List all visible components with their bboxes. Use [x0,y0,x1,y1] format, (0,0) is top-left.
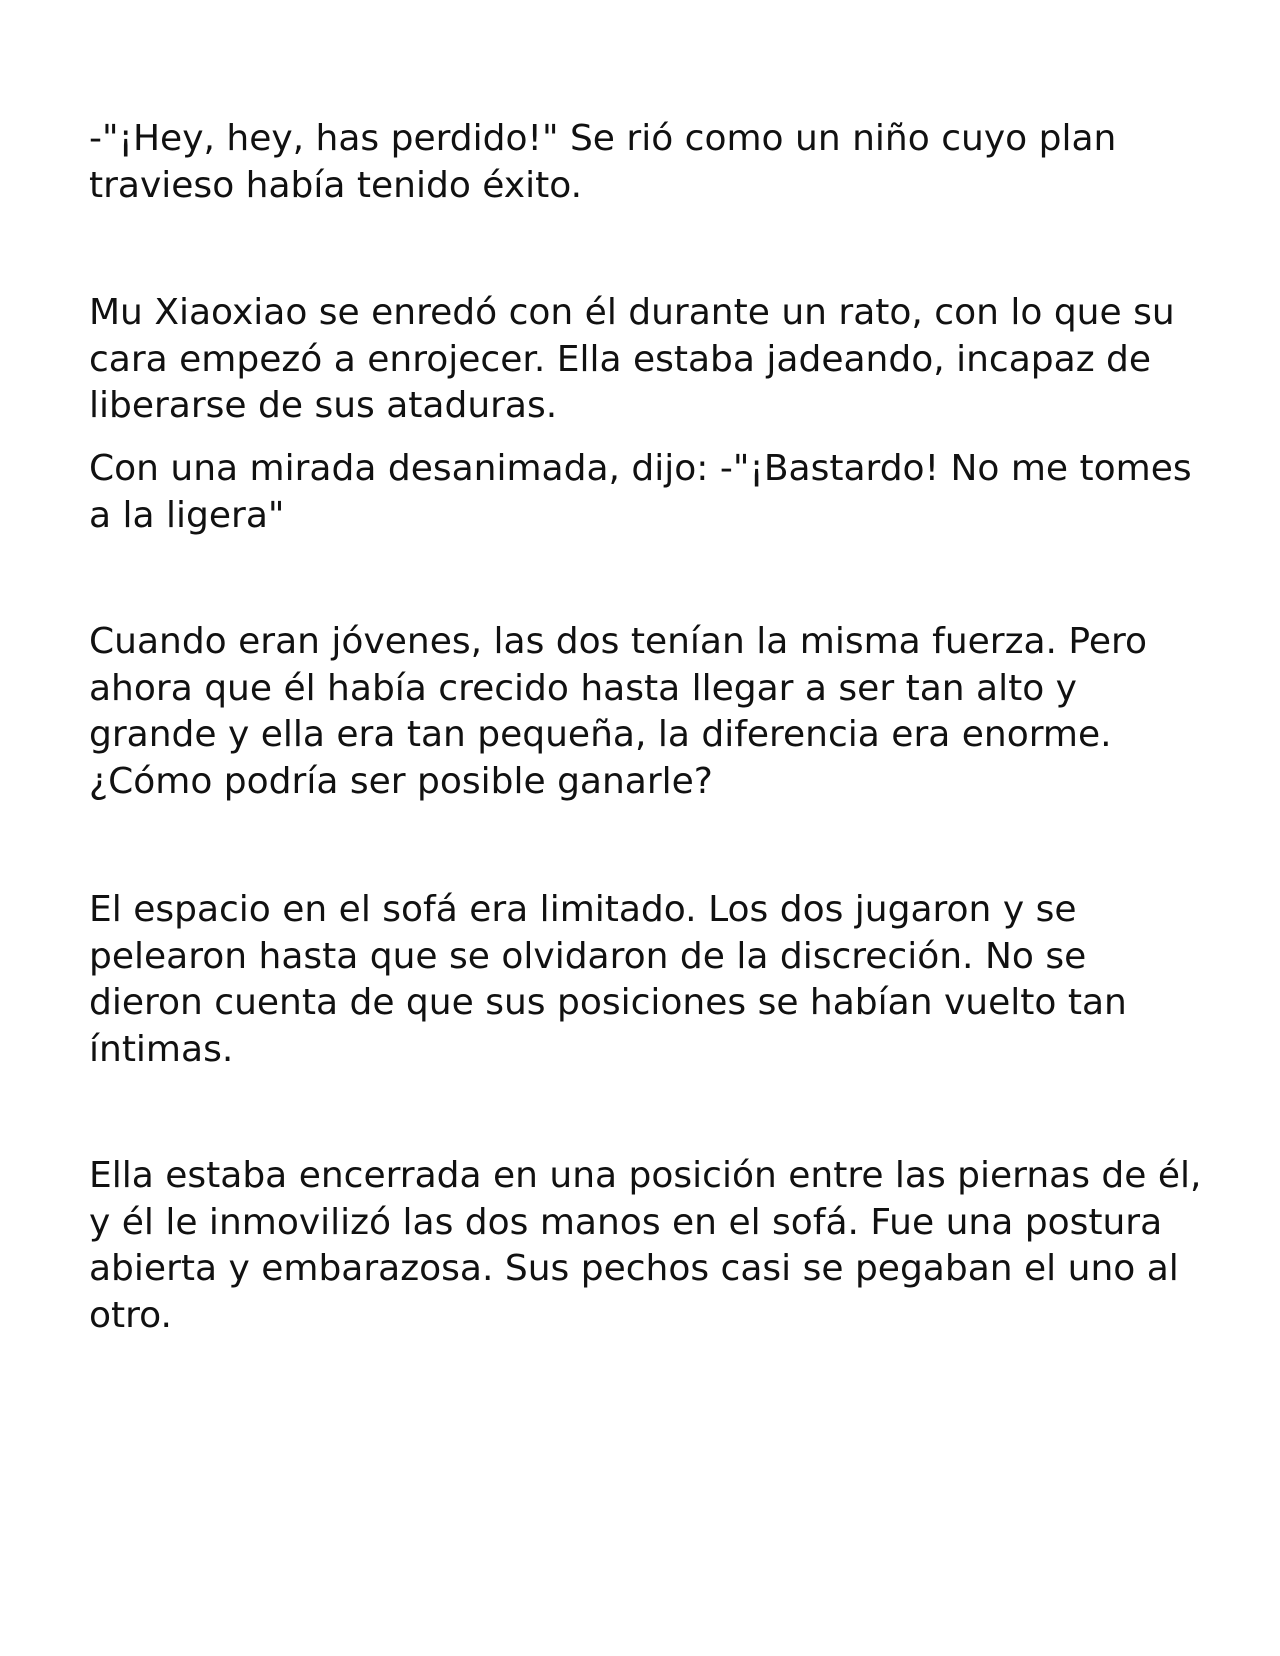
paragraph-5: El espacio en el sofá era limitado. Los dos jugaron y se pelearon hasta que se olvidaron de la discreción. No se dieron cuenta de que sus posiciones se habían vuelto tan íntimas. [89,889,1127,1070]
paragraph-4: Cuando eran jóvenes, las dos tenían la misma fuerza. Pero ahora que él había crecido hasta llegar a ser tan alto y grande y ella era tan pequeña, la diferencia era enorme. ¿Cómo podría ser posible ganarle? [89,621,1148,802]
paragraph-6: Ella estaba encerrada en una posición entre las piernas de él, y él le inmovilizó las dos manos en el sofá. Fue una postura abierta y embarazosa. Sus pechos casi se pegaban el uno al otro. [89,1155,1202,1336]
paragraph-3: Con una mirada desanimada, dijo: -"¡Bastardo! No me tomes a la ligera" [89,448,1192,536]
paragraph-2: Mu Xiaoxiao se enredó con él durante un rato, con lo que su cara empezó a enrojecer. Ella estaba jadeando, incapaz de liberarse de sus ataduras. [89,292,1175,426]
paragraph-1: -"¡Hey, hey, has perdido!" Se rió como un niño cuyo plan travieso había tenido éxito. [89,118,1117,206]
